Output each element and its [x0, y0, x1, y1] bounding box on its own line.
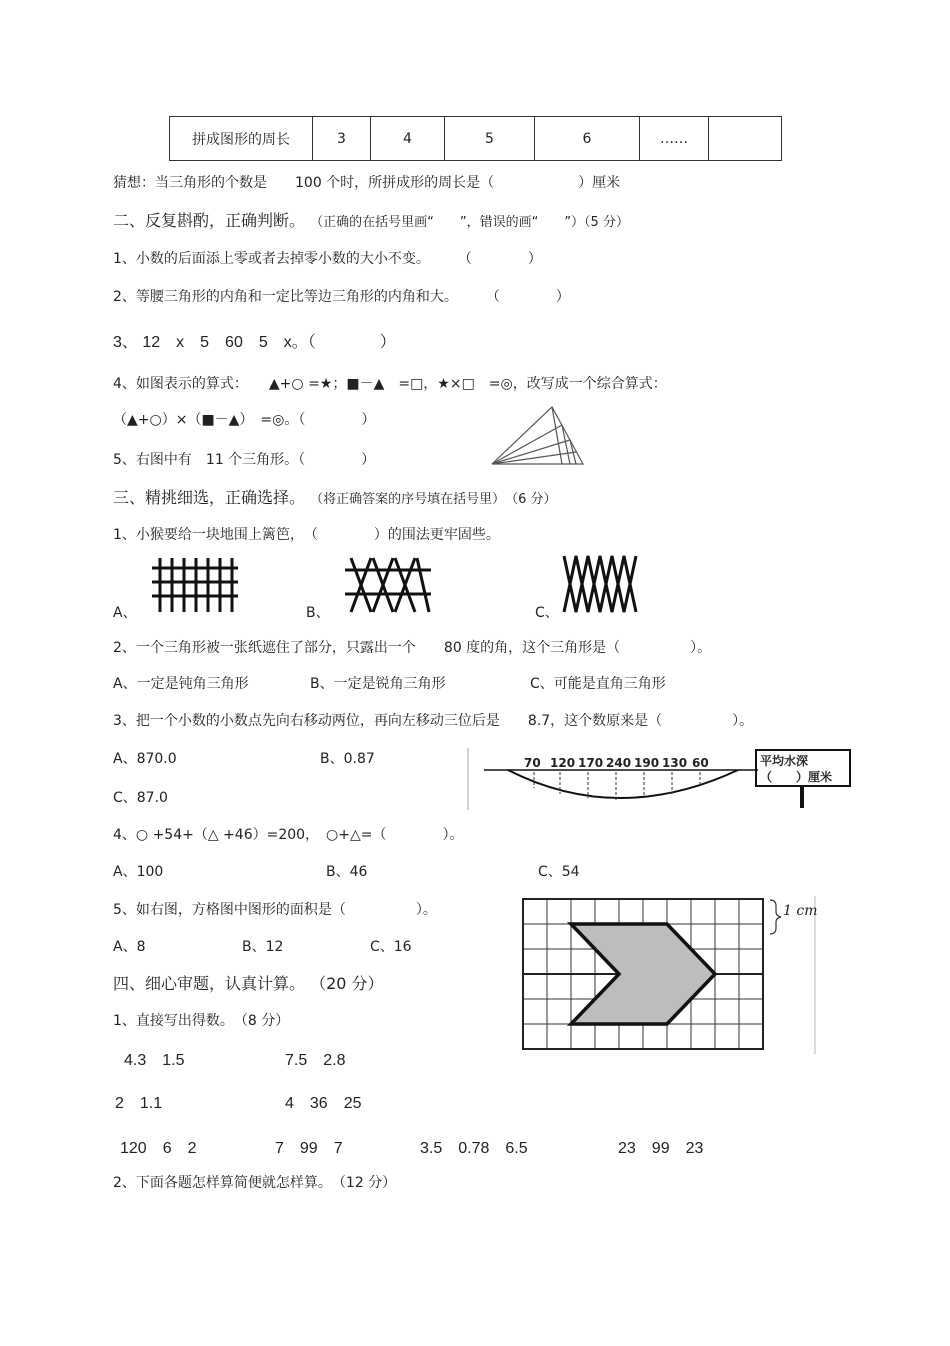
calc-q2: 2、下面各题怎样算简便就怎样算。 （12 分）	[113, 1175, 397, 1191]
depth-label: 70	[524, 756, 541, 770]
fence-zigzag-lines	[564, 556, 636, 612]
depth-label: 170	[578, 756, 604, 770]
choice-q2-option-c: C、可能是直角三角形	[530, 676, 666, 692]
calc-expr: 7 99 7	[275, 1140, 343, 1157]
depth-label: 240	[606, 756, 632, 770]
table-header-cell: 拼成图形的周长	[170, 117, 313, 161]
fence-cross-lines	[345, 558, 431, 612]
choice-q2-option-b: B、一定是锐角三角形	[310, 676, 446, 692]
fence-cross-figure	[343, 556, 433, 614]
calc-expr: 7.5 2.8	[285, 1052, 346, 1069]
calc-expr: 23 99 23	[618, 1140, 704, 1157]
river-depth-figure	[468, 748, 876, 810]
judge-item-3: 3、 12 x 5 60 5 x。（ ）	[113, 334, 396, 351]
table-row	[170, 117, 782, 161]
fence-grid-figure	[150, 556, 240, 614]
choice-q5-option-c: C、16	[370, 939, 412, 955]
calc-q1: 1、直接写出得数。 （8 分）	[113, 1013, 290, 1029]
triangle-count-figure	[490, 405, 586, 467]
table-cell: 5	[445, 117, 535, 161]
section2-heading	[113, 208, 629, 231]
calc-expr: 120 6 2	[120, 1140, 197, 1157]
choice-q2-option-a: A、一定是钝角三角形	[113, 676, 249, 692]
judge-item-5: 5、右图中有 11 个三角形。（ ）	[113, 452, 376, 468]
fence-grid-lines	[152, 558, 238, 612]
judge-item-4-formula: （▲+○）×（■－▲） =◎。（ ）	[113, 412, 376, 428]
calc-expr: 3.5 0.78 6.5	[420, 1140, 528, 1157]
calc-expr: 4 36 25	[285, 1095, 362, 1112]
choice-q4-option-a: A、100	[113, 864, 164, 880]
choice-q4: 4、○ +54+（△ +46）=200， ○+△=（ ）。	[113, 827, 464, 843]
choice-q1: 1、小猴要给一块地围上篱笆， （ ）的围法更牢固些。	[113, 527, 500, 543]
section3-heading	[113, 485, 557, 508]
fence-option-a-label: A、	[113, 605, 137, 621]
fence-option-c-label: C、	[535, 605, 559, 621]
depth-label: 120	[550, 756, 576, 770]
calc-expr: 2 1.1	[115, 1095, 163, 1112]
table-cell: 6	[535, 117, 640, 161]
judge-item-1: 1、小数的后面添上零或者去掉零小数的大小不变。 （ ）	[113, 251, 542, 267]
table-cell: ……	[640, 117, 709, 161]
table-cell	[709, 117, 782, 161]
section3-title: 三、精挑细选，正确选择。	[113, 488, 306, 507]
judge-item-4: 4、如图表示的算式： ▲+○ =★；■－▲ =□，★×□ =◎，改写成一个综合算式：	[113, 376, 667, 392]
area-grid-figure	[520, 896, 820, 1054]
choice-q3-option-c: C、87.0	[113, 790, 168, 806]
choice-q5-option-b: B、12	[242, 939, 284, 955]
section4-note: （20 分）	[310, 974, 384, 993]
choice-q4-option-b: B、46	[326, 864, 368, 880]
fence-zigzag-figure	[562, 554, 640, 614]
choice-q3: 3、把一个小数的小数点先向右移动两位，再向左移动三位后是 8.7，这个数原来是（ ）。	[113, 713, 754, 729]
triangle-fan-lines	[492, 407, 583, 464]
unit-label: 1 cm	[783, 903, 818, 919]
calc-expr: 4.3 1.5	[124, 1052, 185, 1069]
choice-q3-option-a: A、870.0	[113, 751, 177, 767]
perimeter-table	[169, 116, 782, 161]
sign-title: 平均水深	[760, 754, 809, 768]
section2-note: （正确的在括号里画“ ”，错误的画“ ”）（5 分）	[310, 215, 629, 230]
fence-option-b-label: B、	[306, 605, 330, 621]
depth-label: 60	[692, 756, 709, 770]
choice-q5: 5、如右图，方格图中图形的面积是（ ）。	[113, 902, 437, 918]
judge-item-2: 2、等腰三角形的内角和一定比等边三角形的内角和大。 （ ）	[113, 289, 570, 305]
section4-heading	[113, 971, 384, 994]
choice-q2: 2、一个三角形被一张纸遮住了部分，只露出一个 80 度的角，这个三角形是（ ）。	[113, 640, 712, 656]
section2-title: 二、反复斟酌，正确判断。	[113, 211, 306, 230]
depth-label: 130	[662, 756, 688, 770]
choice-q5-option-a: A、8	[113, 939, 146, 955]
guess-line: 猜想：当三角形的个数是 100 个时，所拼成形的周长是（ ）厘米	[113, 175, 621, 191]
section4-title: 四、细心审题，认真计算。	[113, 974, 306, 993]
sign-blank: （ ）厘米	[760, 770, 833, 784]
table-cell: 3	[313, 117, 371, 161]
section3-note: （将正确答案的序号填在括号里） （6 分）	[310, 492, 557, 507]
choice-q3-option-b: B、0.87	[320, 751, 375, 767]
choice-q4-option-c: C、54	[538, 864, 580, 880]
depth-label: 190	[634, 756, 660, 770]
table-cell: 4	[371, 117, 445, 161]
